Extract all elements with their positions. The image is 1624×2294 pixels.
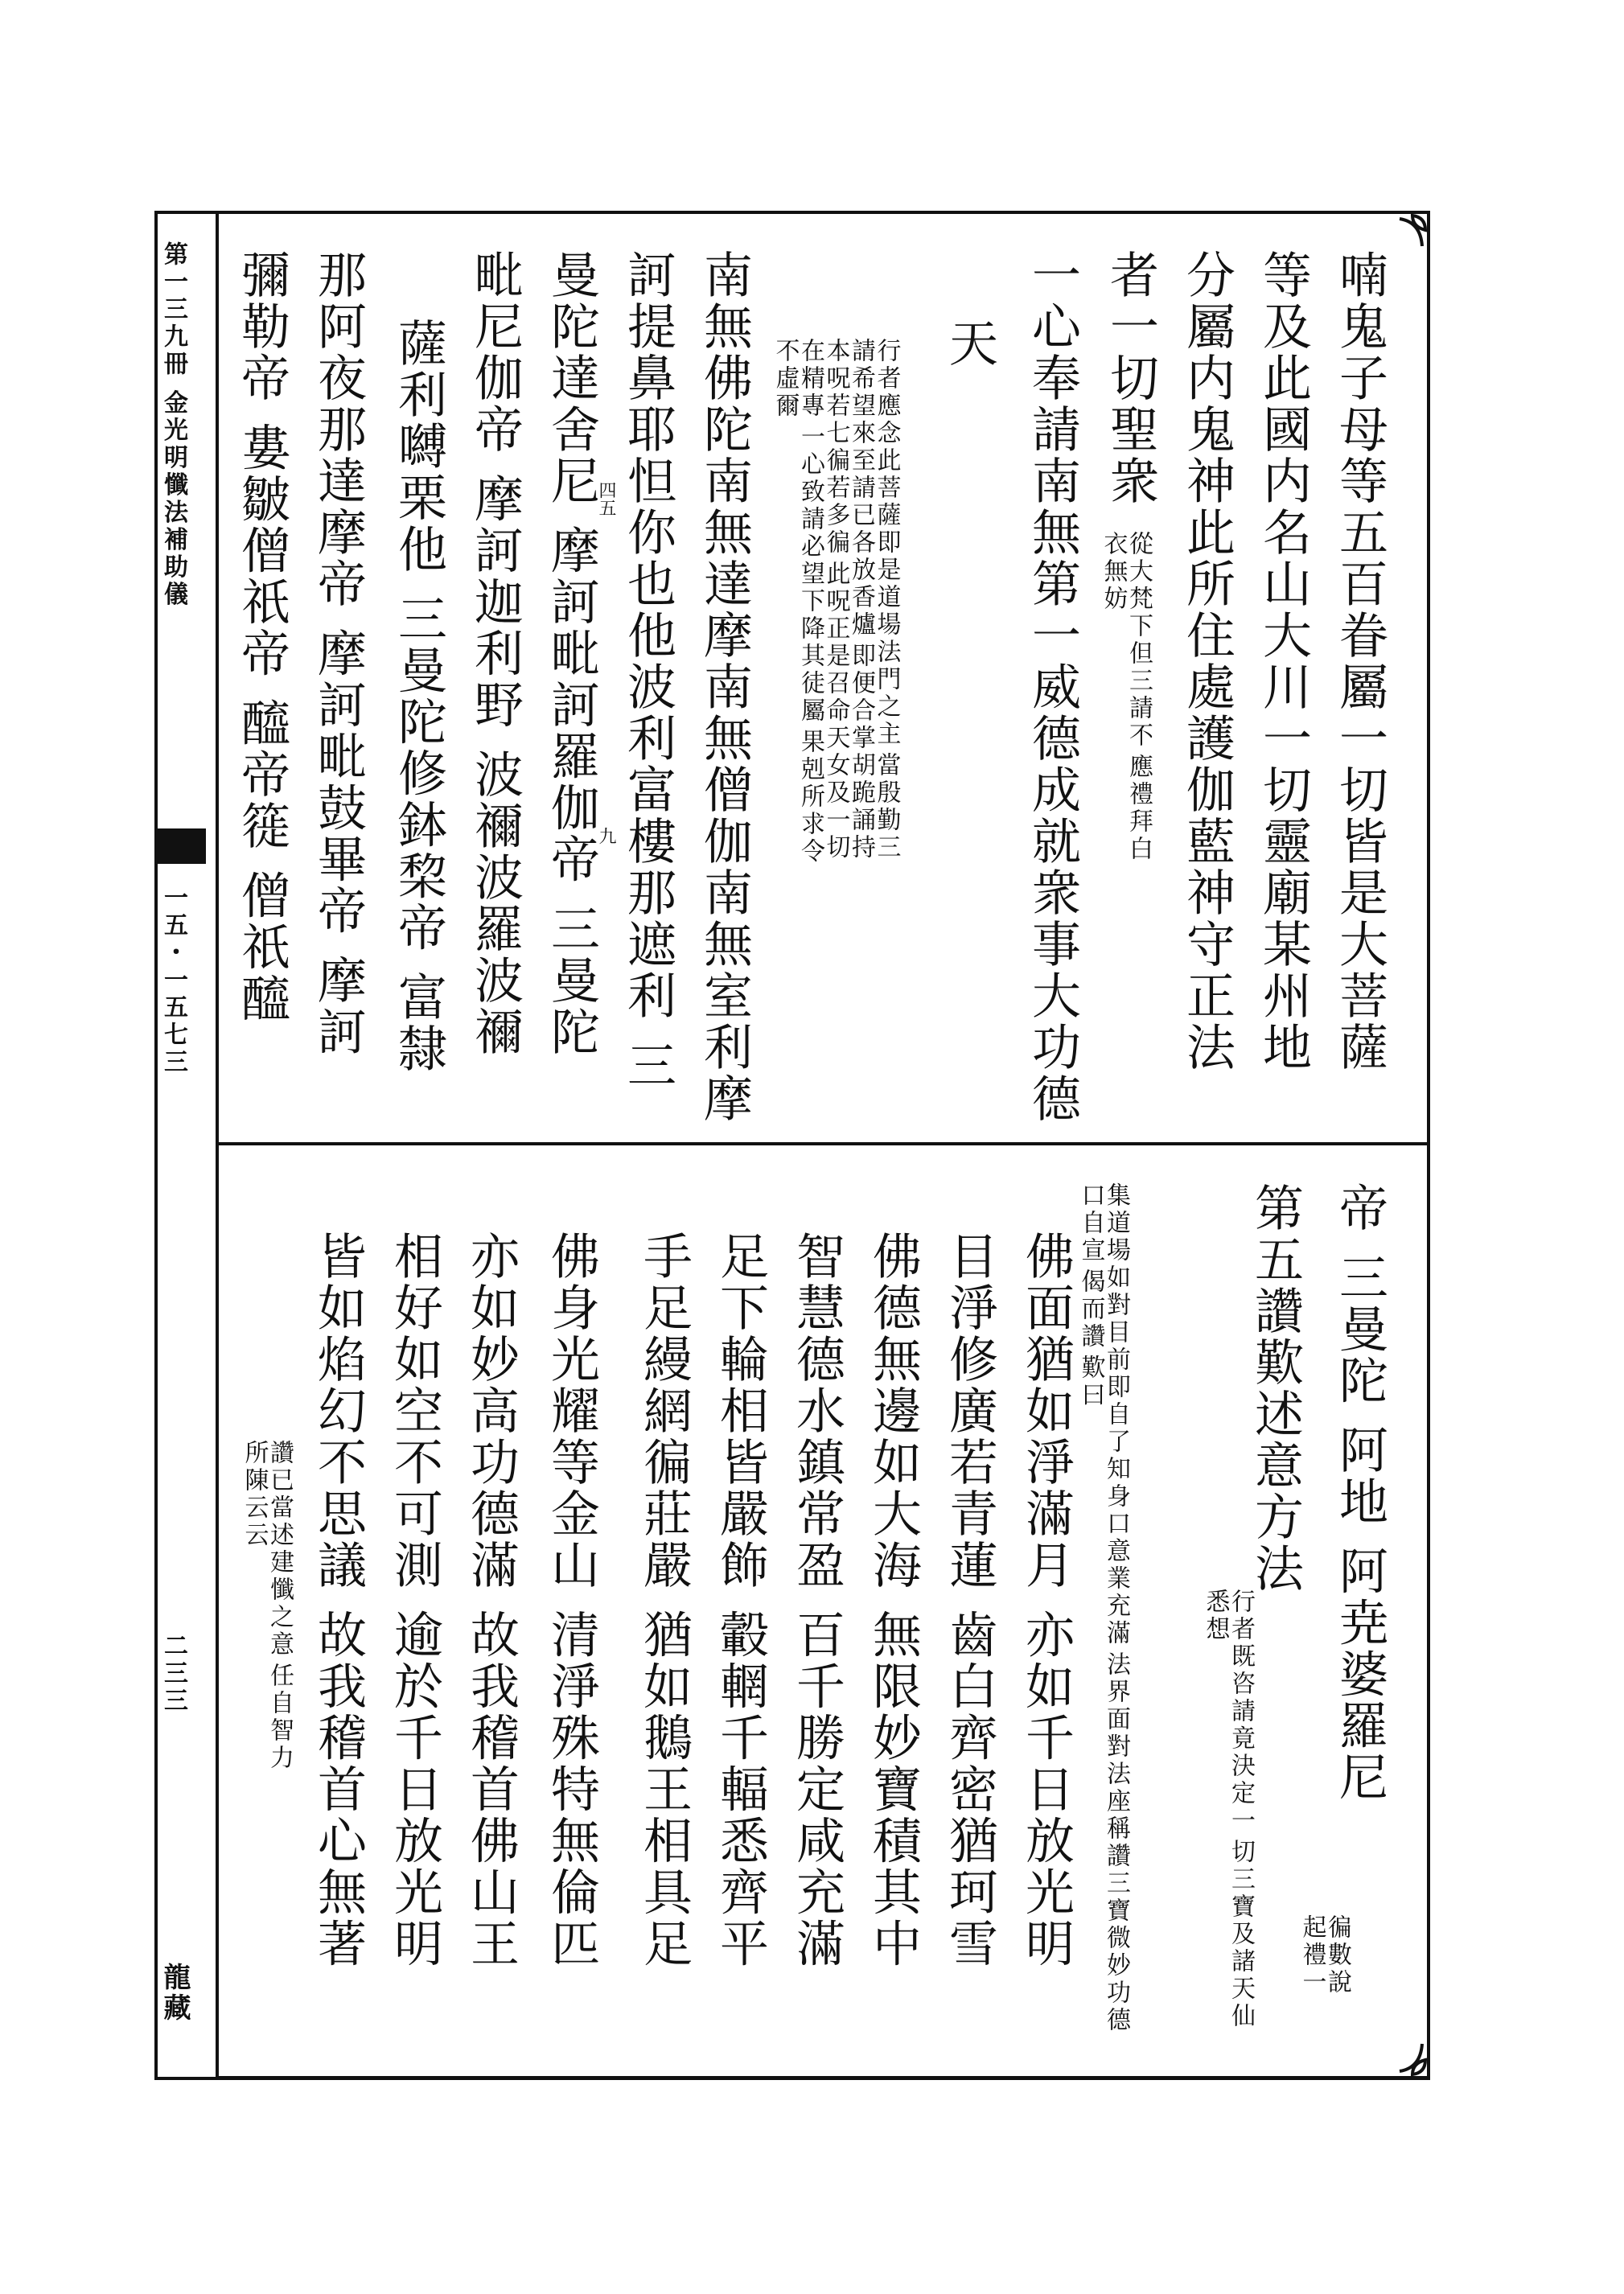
annotation-note <box>1100 531 1151 869</box>
verse-column: 足下輪相皆嚴飾 轂輞千輻悉齊平 <box>712 1231 769 1970</box>
page-number: 二三三 <box>159 1633 187 1715</box>
verse-column: 佛德無邊如大海 無限妙寶積其中 <box>865 1231 922 1970</box>
margin-black-tab <box>156 828 206 864</box>
verse-column: 亦如妙高功德滿 故我稽首佛山王 <box>463 1231 520 1970</box>
text-column: 曼陀達舍尼 摩訶毗訶羅伽帝 三曼陀 <box>543 249 600 1058</box>
left-margin-rule <box>154 211 158 2079</box>
text-column: 毗尼伽帝 摩訶迦利野 波禰波羅波禰 <box>467 249 524 1058</box>
annotation-note <box>1078 1182 1129 2035</box>
note-line: 起禮一 <box>1297 1914 1326 1996</box>
note-line: 行者應念此菩薩即是道場法門之主 <box>872 338 901 748</box>
text-column: 訶提鼻耶怛你也他波利富樓那遮利 三 <box>619 249 676 1092</box>
note-line: 應禮拜白衣無妨 <box>1099 531 1153 864</box>
verse-column: 相好如空不可測 逾於千日放光明 <box>386 1231 443 1970</box>
verse-column: 皆如焰幻不思議 故我稽首心無著 <box>310 1231 367 1970</box>
text-column: 等及此國内名山大川一切靈廟某州地 <box>1255 249 1312 1073</box>
note-line: 切三寶及諸天仙悉想 <box>1201 1589 1255 2031</box>
text-column: 南無佛陀南無達摩南無僧伽南無室利摩 <box>696 249 753 1124</box>
note-line: 一心致請必望下降其徒屬 <box>796 424 824 726</box>
text-column: 薩利嚩栗他 三曼陀修鉢棃帝 富隸 <box>390 318 447 1075</box>
volume-title: 第一三九冊 金光明懺法補助儀 <box>159 241 187 609</box>
note-line: 讚已當述建懺之意 <box>265 1440 294 1659</box>
note-line: 即便合掌胡跪誦持本呪若七徧若多徧 <box>821 338 875 862</box>
bottom-rule <box>154 2077 1430 2080</box>
verse-column: 手足縵網徧莊嚴 猶如鵝王相具足 <box>635 1231 693 1970</box>
note-line: 歎曰 <box>1076 1355 1105 1410</box>
top-rule <box>154 211 1430 214</box>
note-line: 徧數說 <box>1323 1914 1351 1996</box>
text-column: 那阿夜那達摩帝 摩訶毗鼓畢帝 摩訶 <box>310 249 367 1058</box>
text-column: 天 <box>941 318 998 369</box>
inline-mark: 九 <box>596 827 616 845</box>
note-line: 果剋所求令不虛爾 <box>771 338 824 866</box>
text-column: 帝 三曼陀 阿地 阿尭婆羅尼 <box>1331 1182 1388 1803</box>
section-heading: 第五讚歎述意方法 <box>1247 1182 1304 1594</box>
annotation-note <box>1299 1914 1350 2019</box>
note-line: 偈而讚 <box>1076 1268 1105 1351</box>
annotation-note <box>241 1440 292 1794</box>
annotation-note <box>1203 1589 1253 2039</box>
annotation-note <box>772 338 899 885</box>
inline-mark: 四五 <box>596 481 616 516</box>
note-line: 從大梵下但三請不 <box>1124 531 1153 750</box>
text-column: 彌勒帝 婁皺僧祇帝 醯帝簁 僧祇醯 <box>233 249 290 1025</box>
text-column: 分屬内鬼神此所住處護伽藍神守正法 <box>1178 249 1235 1073</box>
corner-ornament-icon <box>1380 2031 1429 2079</box>
verse-column: 智慧德水鎮常盈 百千勝定咸充滿 <box>788 1231 845 1970</box>
note-line: 當殷勤三請希望來至請已各放香爐 <box>847 338 901 862</box>
page-code: 一五・一五七三 <box>159 885 187 1076</box>
text-column: 者一切聖衆 <box>1102 249 1159 507</box>
verse-column: 佛身光耀等金山 清淨殊特無倫匹 <box>543 1231 600 1970</box>
note-line: 行者既咨請竟決定一 <box>1227 1589 1255 1835</box>
note-line: 法界面對法座稱讚三寶微妙功德口自宣 <box>1076 1182 1130 2035</box>
note-line: 任自智力所陳云云 <box>240 1440 294 1773</box>
text-column: 一心奉請南無第一威德成就衆事大功德 <box>1024 249 1081 1124</box>
note-line: 此呪正是召命天女及一切在精專 <box>796 338 850 862</box>
library-mark: 龍藏 <box>158 1963 191 2024</box>
text-column: 喃鬼子母等五百眷屬一切皆是大菩薩 <box>1331 249 1388 1073</box>
verse-column: 佛面猶如淨滿月 亦如千日放光明 <box>1018 1231 1075 1970</box>
verse-column: 目淨修廣若青蓮 齒白齊密猶珂雪 <box>941 1231 998 1970</box>
note-line: 集道場如對目前即自了知身口意業充滿 <box>1102 1182 1130 1647</box>
